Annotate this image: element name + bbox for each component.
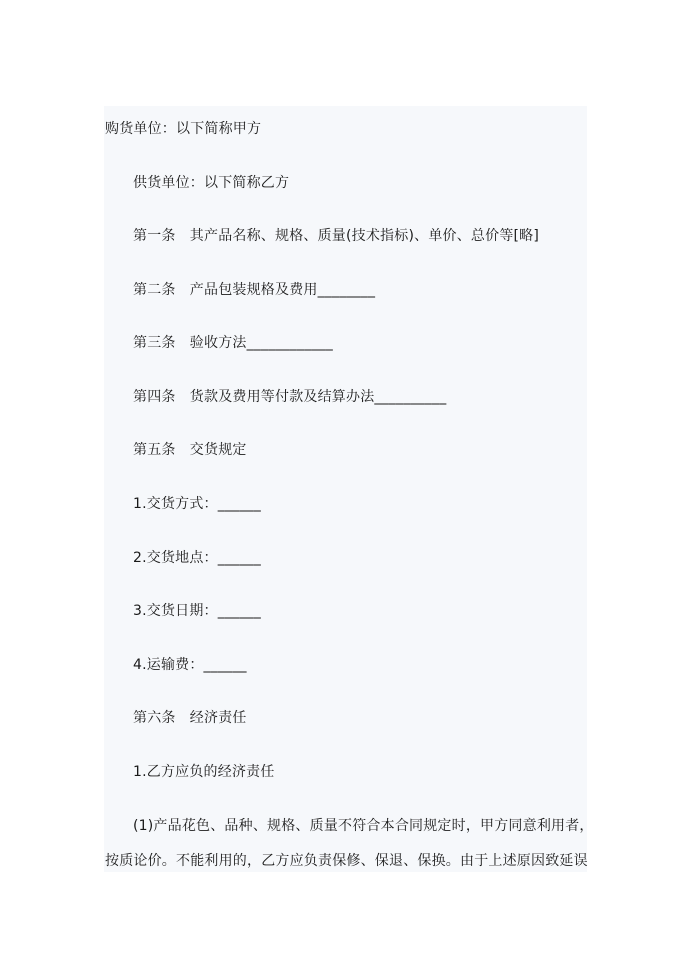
party-b-liability-heading: 1.乙方应负的经济责任	[133, 764, 275, 780]
article-3: 第三条 验收方法____________	[133, 335, 333, 351]
supplier-line: 供货单位：以下简称乙方	[133, 175, 290, 191]
document-text-panel	[104, 106, 587, 872]
article-2: 第二条 产品包装规格及费用________	[133, 282, 376, 298]
article-6: 第六条 经济责任	[133, 710, 247, 726]
transport-fee: 4.运输费：______	[133, 657, 247, 673]
clause-1-line-2: 按质论价。不能利用的，乙方应负责保修、保退、保换。由于上述原因致延误	[105, 853, 588, 869]
article-1: 第一条 其产品名称、规格、质量(技术指标)、单价、总价等[略]	[133, 228, 540, 244]
delivery-date: 3.交货日期：______	[133, 603, 261, 619]
article-5: 第五条 交货规定	[133, 442, 247, 458]
buyer-line: 购货单位：以下简称甲方	[105, 121, 262, 137]
clause-1-line-1: (1)产品花色、品种、规格、质量不符合本合同规定时，甲方同意利用者，	[133, 818, 594, 834]
article-4: 第四条 货款及费用等付款及结算办法__________	[133, 389, 447, 405]
delivery-location: 2.交货地点：______	[133, 550, 261, 566]
delivery-method: 1.交货方式：______	[133, 496, 261, 512]
